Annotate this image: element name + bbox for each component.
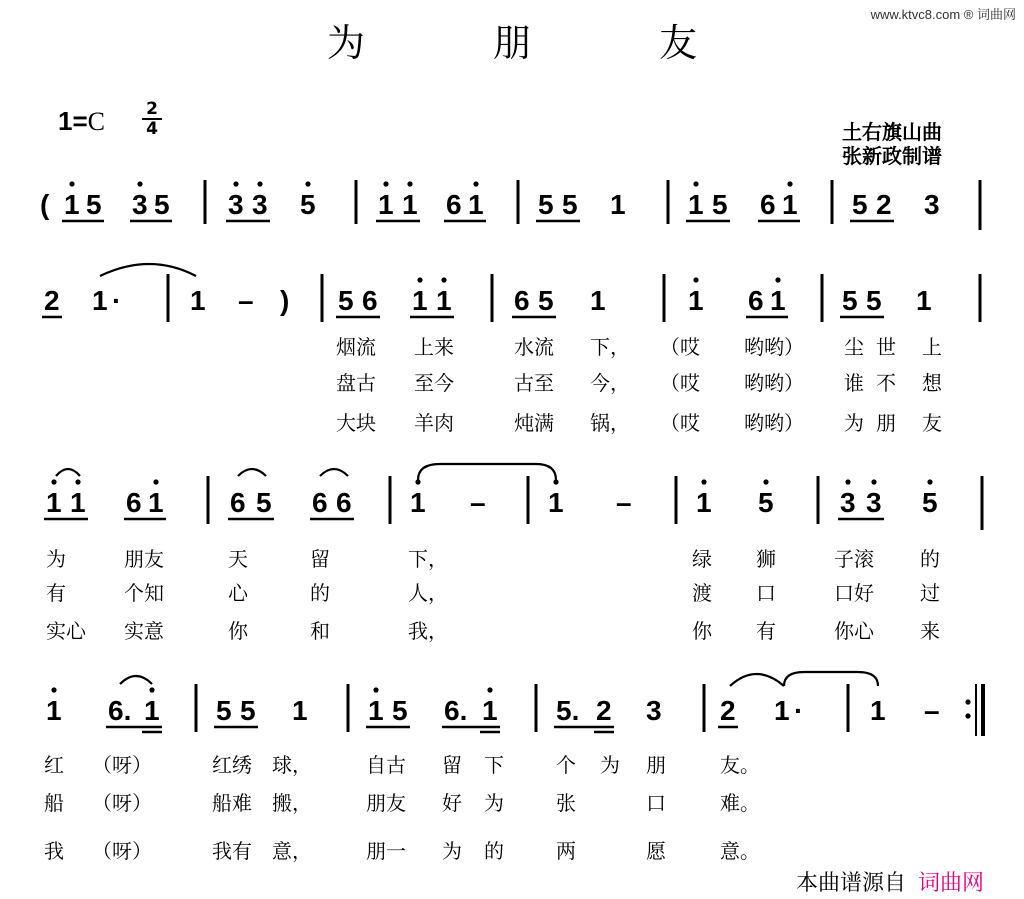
note: 5 [300,189,316,220]
note: 6 [748,285,764,316]
svg-text:古至: 古至 [514,371,554,395]
note: 1 [92,285,108,316]
svg-text:朋友: 朋友 [366,791,406,815]
svg-text:意，: 意， [272,839,312,863]
svg-text:搬，: 搬， [272,791,312,815]
svg-text:的: 的 [484,839,504,863]
svg-text:愿: 愿 [646,839,666,863]
svg-text:狮: 狮 [756,547,776,571]
svg-text:留: 留 [442,753,462,777]
svg-text:朋: 朋 [646,753,666,777]
note: 1 [410,487,426,518]
svg-text:至今: 至今 [414,371,454,395]
svg-text:烟流: 烟流 [336,335,376,359]
svg-text:绿: 绿 [692,547,712,571]
note: 5 [538,189,554,220]
note: 5 [240,695,256,726]
svg-text:好: 好 [442,791,462,815]
svg-text:的: 的 [920,547,940,571]
note: 5. [556,695,580,726]
note: 1 [368,695,384,726]
svg-text:为: 为 [844,411,864,435]
lyrics-verse3-row2 [336,411,942,435]
note: 5 [392,695,408,726]
note: 5 [154,189,170,220]
close-paren: ) [280,285,290,316]
note: 5 [86,189,102,220]
note: 1 [190,285,206,316]
svg-text:你心: 你心 [834,619,874,643]
note: 5 [338,285,354,316]
note: 5 [758,487,774,518]
dot: · [112,285,122,316]
svg-text:你: 你 [692,619,712,643]
note: 6 [760,189,776,220]
note: 5 [538,285,554,316]
svg-text:和: 和 [310,619,330,643]
dash: – [238,285,254,316]
svg-text:下: 下 [484,753,504,777]
lyrics-verse2-row4 [44,791,760,815]
dash: – [470,487,486,518]
svg-text:来: 来 [920,619,940,643]
svg-text:子滚: 子滚 [834,547,874,571]
svg-text:今，: 今， [590,371,630,395]
svg-text:口: 口 [756,581,776,605]
svg-text:球，: 球， [272,753,312,777]
svg-text:红: 红 [44,753,64,777]
svg-text:有: 有 [756,619,776,643]
svg-text:为: 为 [46,547,66,571]
svg-text:（哎: （哎 [660,371,700,395]
note: 2 [44,285,60,316]
octave-dots [51,479,932,484]
svg-text:红绣: 红绣 [212,753,252,777]
svg-text:我有: 我有 [212,839,252,863]
note: 3 [228,189,244,220]
note: 1 [774,695,790,726]
svg-text:自古: 自古 [366,753,406,777]
note: 6 [514,285,530,316]
composer-credit: 土右旗山曲 [842,120,942,144]
svg-text:天: 天 [228,547,248,571]
lyrics-verse1-row2 [336,335,942,359]
svg-text:有: 有 [46,581,66,605]
svg-text:留: 留 [310,547,330,571]
note: 1 [292,695,308,726]
note: 1 [148,487,164,518]
note: 1 [548,487,564,518]
note: 1 [70,487,86,518]
svg-text:不: 不 [876,371,896,395]
note: 1 [378,189,394,220]
note: 5 [852,189,868,220]
note: 1 [782,189,798,220]
svg-text:下，: 下， [590,335,630,359]
svg-text:朋: 朋 [876,411,896,435]
note: 1 [436,285,452,316]
note: 1 [590,285,606,316]
source-text: 本曲谱源自 [796,871,907,896]
svg-text:水流: 水流 [514,335,554,359]
svg-text:朋一: 朋一 [366,839,406,863]
svg-text:炖满: 炖满 [514,411,554,435]
svg-text:渡: 渡 [692,581,712,605]
svg-text:为: 为 [442,839,462,863]
svg-text:张: 张 [556,791,576,815]
note: 3 [646,695,662,726]
svg-text:友: 友 [922,411,942,435]
note: 1 [46,695,62,726]
note: 5 [256,487,272,518]
svg-text:心: 心 [228,581,248,605]
svg-text:盘古: 盘古 [336,371,376,395]
svg-text:下，: 下， [408,547,448,571]
octave-dots [69,181,792,186]
note: 3 [924,189,940,220]
eighth-underlines [106,727,738,732]
tie-slur [100,264,196,276]
note: 1 [688,189,704,220]
lyrics-verse1-row3 [46,547,940,571]
note: 5 [216,695,232,726]
note: 3 [840,487,856,518]
slurs [56,464,556,480]
note: 1 [412,285,428,316]
open-paren: ( [40,189,50,220]
note: 1 [402,189,418,220]
svg-text:意。: 意。 [720,839,760,863]
note: 6 [126,487,142,518]
lyrics-verse1-row4 [44,753,760,777]
svg-text:的: 的 [310,581,330,605]
svg-text:实心: 实心 [46,619,86,643]
dash: – [924,695,940,726]
note: 5 [866,285,882,316]
note: 5 [562,189,578,220]
svg-text:我: 我 [44,839,64,863]
note: 6 [362,285,378,316]
svg-text:个知: 个知 [124,581,164,605]
slurs [120,672,878,686]
svg-text:哟哟）: 哟哟） [744,411,804,435]
meter-top: 2 [146,99,158,119]
octave-dots [51,687,492,692]
svg-text:哟哟）: 哟哟） [744,335,804,359]
note: 2 [596,695,612,726]
note: 1 [46,487,62,518]
svg-text:（哎: （哎 [660,335,700,359]
svg-text:为: 为 [484,791,504,815]
key-prefix: 1= [58,106,88,136]
note: 6. [108,695,132,726]
key-note: C [87,107,105,136]
meter-bottom: 4 [146,119,158,139]
svg-text:船难: 船难 [212,791,252,815]
note: 1 [696,487,712,518]
lyrics-verse3-row4 [44,839,760,863]
lyrics-verse3-row3 [46,619,940,643]
note: 1 [688,285,704,316]
svg-text:船: 船 [44,791,64,815]
octave-dots [417,277,780,282]
svg-text:口好: 口好 [834,581,874,605]
svg-text:世: 世 [876,335,896,359]
note: 6 [312,487,328,518]
svg-text:口: 口 [646,791,666,815]
note: 5 [712,189,728,220]
svg-text:朋友: 朋友 [124,547,164,571]
svg-text:谁: 谁 [844,371,864,395]
svg-text:友。: 友。 [720,753,760,777]
svg-text:上: 上 [922,335,942,359]
note: 1 [770,285,786,316]
arranger-credit: 张新政制谱 [842,144,942,168]
dash: – [616,487,632,518]
note: 5 [842,285,858,316]
source-credit [796,866,984,897]
svg-text:上来: 上来 [414,335,454,359]
svg-text:羊肉: 羊肉 [414,411,454,435]
lyrics-verse2-row2 [336,371,943,395]
svg-text:大块: 大块 [336,411,376,435]
svg-text:（呀）: （呀） [92,791,152,815]
svg-text:哟哟）: 哟哟） [744,371,804,395]
svg-text:人，: 人， [408,581,448,605]
note: 3 [866,487,882,518]
svg-text:（呀）: （呀） [92,753,152,777]
song-title: 为 朋 友 [326,21,756,65]
note: 1 [870,695,886,726]
note: 6 [446,189,462,220]
note: 2 [876,189,892,220]
lyrics-verse2-row3 [46,581,940,605]
note: 1 [610,189,626,220]
svg-text:想: 想 [922,371,942,395]
note: 3 [252,189,268,220]
note: 1 [64,189,80,220]
svg-text:实意: 实意 [124,619,164,643]
site-watermark: www.ktvc8.com ® 词曲网 [870,7,1016,22]
svg-text:（呀）: （呀） [92,839,152,863]
svg-text:你: 你 [228,619,248,643]
note: 1 [144,695,160,726]
svg-text:尘: 尘 [844,335,864,359]
svg-text:个: 个 [556,753,576,777]
note: 2 [720,695,736,726]
svg-text:为: 为 [600,753,620,777]
svg-text:我，: 我， [408,619,448,643]
note: 1 [482,695,498,726]
note: 6 [336,487,352,518]
svg-text:两: 两 [556,839,576,863]
note: 1 [468,189,484,220]
repeat-end-barline [965,684,983,736]
note: 3 [132,189,148,220]
svg-text:（哎: （哎 [660,411,700,435]
source-brand-link[interactable]: 词曲网 [918,871,985,896]
note: 5 [922,487,938,518]
note: 6 [230,487,246,518]
dot: · [794,695,804,726]
svg-text:过: 过 [920,581,940,605]
svg-text:难。: 难。 [720,791,760,815]
note: 1 [916,285,932,316]
note: 6. [444,695,468,726]
svg-text:锅，: 锅， [590,411,630,435]
